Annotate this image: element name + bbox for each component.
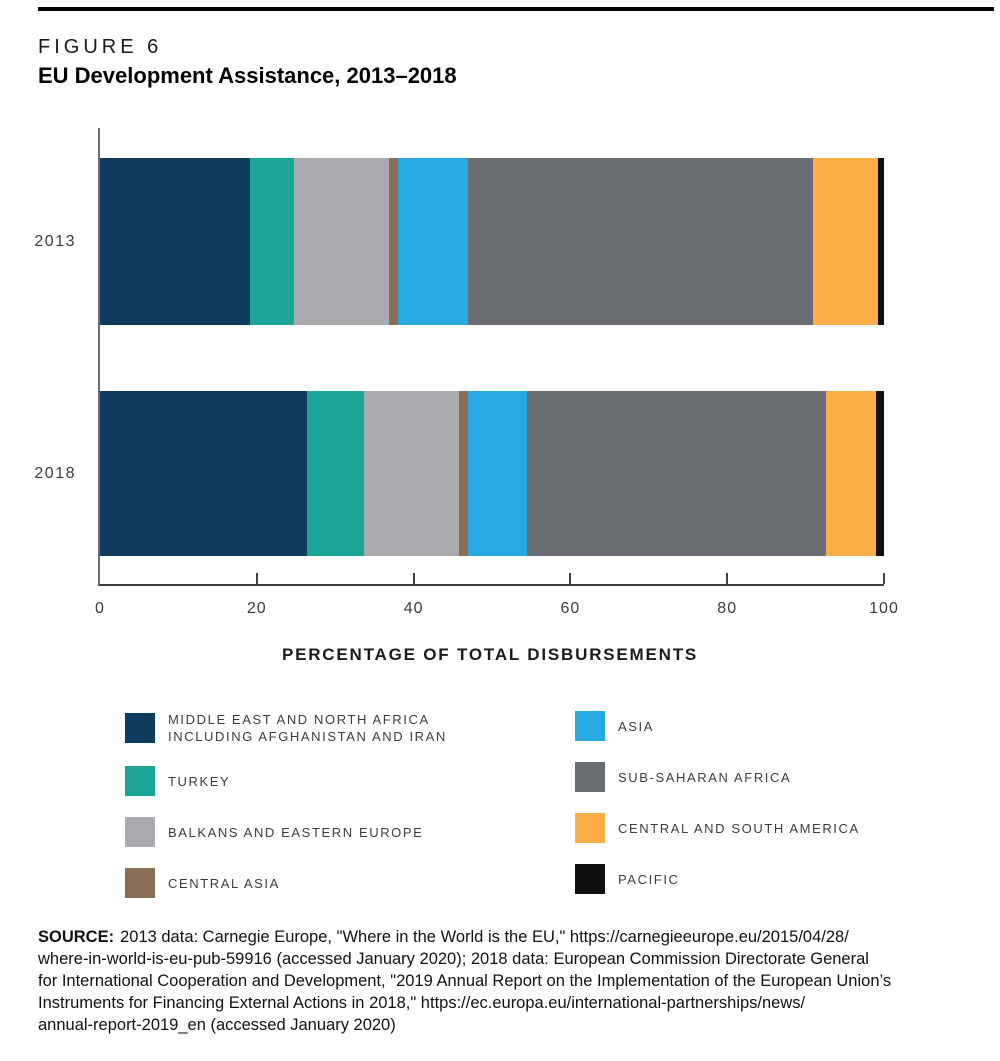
x-tick-mark	[883, 573, 885, 584]
x-tick-label: 60	[560, 600, 581, 617]
source-line: Instruments for Financing External Actions in 2018," https://ec.europa.eu/international-partnerships/news/	[38, 994, 806, 1012]
x-tick-label: 40	[403, 600, 424, 617]
x-tick-mark	[413, 573, 415, 584]
source-line: SOURCE: 2013 data: Carnegie Europe, "Where in the World is the EU," https://carnegieeurope.eu/2015/04/28/	[38, 928, 849, 946]
source-line: where-in-world-is-eu-pub-59916 (accessed January 2020); 2018 data: European Commission Directorate General	[38, 950, 869, 968]
x-tick-label: 20	[246, 600, 267, 617]
legend-label: MIDDLE EAST AND NORTH AFRICA INCLUDING AFGHANISTAN AND IRAN	[168, 712, 447, 744]
bar-segment-middle-east-and-north-africa-including-afghanistan-and-iran	[100, 391, 307, 556]
x-tick-label: 80	[717, 600, 738, 617]
figure-label: FIGURE 6	[38, 36, 163, 58]
x-tick-mark	[726, 573, 728, 584]
source-line: for International Cooperation and Development, "2019 Annual Report on the Implementation of the European Union’s	[38, 972, 892, 990]
bar-segment-pacific	[876, 391, 884, 556]
legend-swatch	[125, 817, 155, 847]
legend-swatch	[125, 868, 155, 898]
legend-label: BALKANS AND EASTERN EUROPE	[168, 824, 424, 840]
legend-item-balkans-and-eastern-europe	[125, 817, 447, 847]
legend-item-asia	[575, 711, 860, 741]
source-line: annual-report-2019_en (accessed January 2020)	[38, 1016, 396, 1034]
bar-segment-asia	[468, 391, 528, 556]
legend-item-central-asia	[125, 868, 447, 898]
legend-label: PACIFIC	[618, 871, 680, 887]
bar-segment-central-asia	[459, 391, 468, 556]
legend-label: CENTRAL ASIA	[168, 875, 280, 891]
bar-segment-central-and-south-america	[826, 391, 876, 556]
legend-swatch	[575, 762, 605, 792]
x-tick-label: 0	[95, 600, 105, 617]
bar-segment-central-asia	[389, 158, 398, 325]
bar-segment-sub-saharan-africa	[468, 158, 813, 325]
figure-title: EU Development Assistance, 2013–2018	[38, 63, 457, 88]
plot-area	[34, 128, 899, 617]
bar-segment-turkey	[307, 391, 364, 556]
x-axis-title: PERCENTAGE OF TOTAL DISBURSEMENTS	[281, 645, 699, 664]
stacked-bar-2018	[100, 391, 884, 556]
bar-segment-balkans-and-eastern-europe	[294, 158, 390, 325]
bar-segment-middle-east-and-north-africa-including-afghanistan-and-iran	[100, 158, 250, 325]
y-category-label-2018: 2018	[34, 465, 76, 482]
bar-segment-central-and-south-america	[813, 158, 878, 325]
legend-label: ASIA	[618, 718, 655, 734]
legend-swatch	[575, 813, 605, 843]
y-category-label-2013: 2013	[34, 233, 76, 250]
legend-item-middle-east-and-north-africa-including-afghanistan-and-iran	[125, 711, 447, 745]
stacked-bar-2013	[100, 158, 884, 325]
legend-swatch	[125, 713, 155, 743]
legend-column-left	[125, 711, 447, 919]
legend-swatch	[575, 864, 605, 894]
x-tick-mark	[569, 573, 571, 584]
x-tick-mark	[256, 573, 258, 584]
legend-item-central-and-south-america	[575, 813, 860, 843]
bar-segment-pacific	[878, 158, 884, 325]
legend-swatch	[575, 711, 605, 741]
x-tick-label: 100	[869, 600, 899, 617]
legend-item-sub-saharan-africa	[575, 762, 860, 792]
legend-swatch	[125, 766, 155, 796]
source-note	[38, 926, 978, 1036]
legend-label: TURKEY	[168, 773, 231, 789]
bar-segment-asia	[398, 158, 468, 325]
legend-column-right	[575, 711, 860, 915]
bar-segment-sub-saharan-africa	[527, 391, 826, 556]
bar-segment-turkey	[250, 158, 294, 325]
legend-item-pacific	[575, 864, 860, 894]
source-label: SOURCE:	[38, 928, 115, 946]
legend-label: CENTRAL AND SOUTH AMERICA	[618, 820, 860, 836]
top-rule	[38, 7, 994, 11]
legend-label: SUB-SAHARAN AFRICA	[618, 769, 792, 785]
legend-item-turkey	[125, 766, 447, 796]
bar-segment-balkans-and-eastern-europe	[364, 391, 459, 556]
